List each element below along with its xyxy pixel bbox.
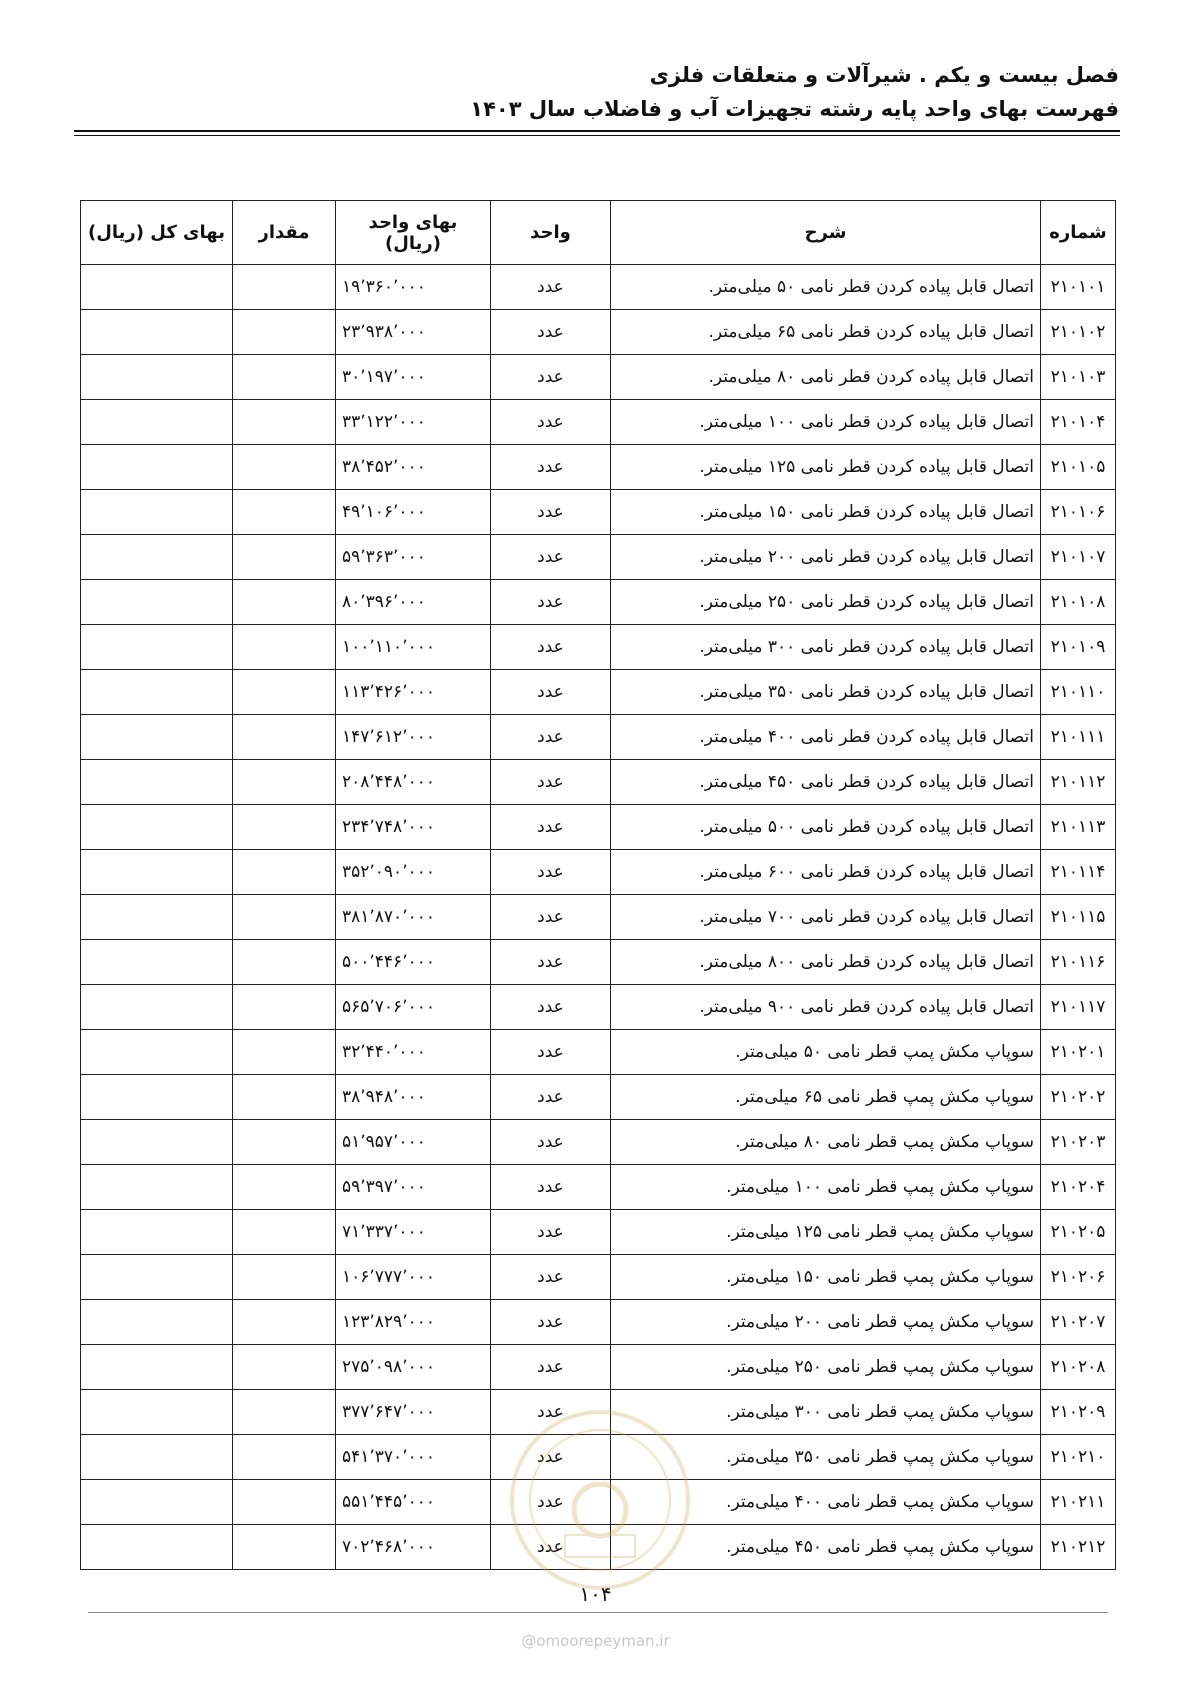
table-row bbox=[81, 895, 1116, 940]
item-unit-price: ۳۲٬۴۴۰٬۰۰۰ bbox=[336, 1030, 491, 1075]
item-quantity bbox=[233, 1390, 336, 1435]
item-unit-price: ۵۶۵٬۷۰۶٬۰۰۰ bbox=[336, 985, 491, 1030]
item-unit-price: ۱۱۳٬۴۲۶٬۰۰۰ bbox=[336, 670, 491, 715]
item-unit-price: ۱۲۳٬۸۲۹٬۰۰۰ bbox=[336, 1300, 491, 1345]
item-description: سوپاپ مکش پمپ قطر نامی ۲۵۰ میلی‌متر. bbox=[611, 1345, 1041, 1390]
item-unit-price: ۳۸۱٬۸۷۰٬۰۰۰ bbox=[336, 895, 491, 940]
item-quantity bbox=[233, 1255, 336, 1300]
item-quantity bbox=[233, 1165, 336, 1210]
item-description: اتصال قابل پیاده کردن قطر نامی ۶۵ میلی‌متر. bbox=[611, 310, 1041, 355]
price-list-table bbox=[80, 200, 1116, 1570]
item-total-price bbox=[81, 1210, 233, 1255]
item-total-price bbox=[81, 1525, 233, 1570]
item-description: سوپاپ مکش پمپ قطر نامی ۳۵۰ میلی‌متر. bbox=[611, 1435, 1041, 1480]
item-quantity bbox=[233, 580, 336, 625]
item-quantity bbox=[233, 310, 336, 355]
item-description: سوپاپ مکش پمپ قطر نامی ۴۰۰ میلی‌متر. bbox=[611, 1480, 1041, 1525]
item-code: ۲۱۰۲۰۸ bbox=[1041, 1345, 1116, 1390]
item-total-price bbox=[81, 1030, 233, 1075]
item-code: ۲۱۰۱۰۳ bbox=[1041, 355, 1116, 400]
item-quantity bbox=[233, 895, 336, 940]
item-total-price bbox=[81, 1075, 233, 1120]
item-quantity bbox=[233, 805, 336, 850]
item-total-price bbox=[81, 715, 233, 760]
header-rule-thin bbox=[74, 135, 1120, 136]
item-code: ۲۱۰۱۰۶ bbox=[1041, 490, 1116, 535]
item-total-price bbox=[81, 1390, 233, 1435]
item-unit-price: ۸۰٬۳۹۶٬۰۰۰ bbox=[336, 580, 491, 625]
table-row bbox=[81, 1435, 1116, 1480]
table-row bbox=[81, 1165, 1116, 1210]
column-header-code: شماره bbox=[1041, 201, 1116, 265]
column-header-quantity: مقدار bbox=[233, 201, 336, 265]
table-row bbox=[81, 670, 1116, 715]
item-unit: عدد bbox=[491, 1345, 611, 1390]
item-unit: عدد bbox=[491, 1210, 611, 1255]
item-unit-price: ۳۸٬۹۴۸٬۰۰۰ bbox=[336, 1075, 491, 1120]
table-row bbox=[81, 1345, 1116, 1390]
page-header bbox=[470, 58, 1119, 126]
item-code: ۲۱۰۲۰۱ bbox=[1041, 1030, 1116, 1075]
item-total-price bbox=[81, 625, 233, 670]
table-body bbox=[81, 265, 1116, 1570]
item-unit: عدد bbox=[491, 1030, 611, 1075]
item-total-price bbox=[81, 1165, 233, 1210]
item-unit: عدد bbox=[491, 310, 611, 355]
table-row bbox=[81, 1390, 1116, 1435]
item-total-price bbox=[81, 1345, 233, 1390]
column-header-description: شرح bbox=[611, 201, 1041, 265]
item-unit-price: ۲۳۴٬۷۴۸٬۰۰۰ bbox=[336, 805, 491, 850]
table-row bbox=[81, 1030, 1116, 1075]
column-header-unit-price: بهای واحد (ریال) bbox=[336, 201, 491, 265]
item-total-price bbox=[81, 850, 233, 895]
item-unit: عدد bbox=[491, 805, 611, 850]
item-unit-price: ۵۱٬۹۵۷٬۰۰۰ bbox=[336, 1120, 491, 1165]
item-unit-price: ۱۹٬۳۶۰٬۰۰۰ bbox=[336, 265, 491, 310]
item-description: اتصال قابل پیاده کردن قطر نامی ۴۵۰ میلی‌متر. bbox=[611, 760, 1041, 805]
item-unit: عدد bbox=[491, 760, 611, 805]
item-code: ۲۱۰۱۰۱ bbox=[1041, 265, 1116, 310]
table-row bbox=[81, 1480, 1116, 1525]
item-description: سوپاپ مکش پمپ قطر نامی ۱۵۰ میلی‌متر. bbox=[611, 1255, 1041, 1300]
item-code: ۲۱۰۱۰۷ bbox=[1041, 535, 1116, 580]
item-unit-price: ۳۵۲٬۰۹۰٬۰۰۰ bbox=[336, 850, 491, 895]
item-code: ۲۱۰۲۱۰ bbox=[1041, 1435, 1116, 1480]
table-row bbox=[81, 1120, 1116, 1165]
item-unit-price: ۳۳٬۱۲۲٬۰۰۰ bbox=[336, 400, 491, 445]
item-quantity bbox=[233, 985, 336, 1030]
list-title: فهرست بهای واحد پایه رشته تجهیزات آب و فاضلاب سال ۱۴۰۳ bbox=[470, 97, 1119, 121]
item-code: ۲۱۰۲۰۴ bbox=[1041, 1165, 1116, 1210]
item-unit: عدد bbox=[491, 850, 611, 895]
item-quantity bbox=[233, 1120, 336, 1165]
table-row bbox=[81, 760, 1116, 805]
item-quantity bbox=[233, 1075, 336, 1120]
item-quantity bbox=[233, 445, 336, 490]
item-code: ۲۱۰۲۰۹ bbox=[1041, 1390, 1116, 1435]
item-code: ۲۱۰۲۱۱ bbox=[1041, 1480, 1116, 1525]
item-total-price bbox=[81, 445, 233, 490]
item-quantity bbox=[233, 265, 336, 310]
item-quantity bbox=[233, 715, 336, 760]
table-row bbox=[81, 1525, 1116, 1570]
item-unit: عدد bbox=[491, 1120, 611, 1165]
item-unit-price: ۷۱٬۳۳۷٬۰۰۰ bbox=[336, 1210, 491, 1255]
item-unit: عدد bbox=[491, 1390, 611, 1435]
item-quantity bbox=[233, 1345, 336, 1390]
item-description: اتصال قابل پیاده کردن قطر نامی ۴۰۰ میلی‌متر. bbox=[611, 715, 1041, 760]
table-row bbox=[81, 625, 1116, 670]
table-row bbox=[81, 1075, 1116, 1120]
item-total-price bbox=[81, 940, 233, 985]
item-description: اتصال قابل پیاده کردن قطر نامی ۵۰ میلی‌متر. bbox=[611, 265, 1041, 310]
item-quantity bbox=[233, 850, 336, 895]
item-quantity bbox=[233, 1525, 336, 1570]
item-quantity bbox=[233, 760, 336, 805]
table-row bbox=[81, 355, 1116, 400]
item-description: سوپاپ مکش پمپ قطر نامی ۸۰ میلی‌متر. bbox=[611, 1120, 1041, 1165]
item-unit: عدد bbox=[491, 940, 611, 985]
item-unit: عدد bbox=[491, 580, 611, 625]
column-header-unit: واحد bbox=[491, 201, 611, 265]
item-unit: عدد bbox=[491, 1435, 611, 1480]
item-unit-price: ۳۸٬۴۵۲٬۰۰۰ bbox=[336, 445, 491, 490]
item-description: اتصال قابل پیاده کردن قطر نامی ۵۰۰ میلی‌متر. bbox=[611, 805, 1041, 850]
item-unit: عدد bbox=[491, 535, 611, 580]
item-unit: عدد bbox=[491, 1480, 611, 1525]
item-code: ۲۱۰۲۱۲ bbox=[1041, 1525, 1116, 1570]
item-unit-price: ۱۰۶٬۷۷۷٬۰۰۰ bbox=[336, 1255, 491, 1300]
item-description: اتصال قابل پیاده کردن قطر نامی ۶۰۰ میلی‌متر. bbox=[611, 850, 1041, 895]
item-unit: عدد bbox=[491, 1165, 611, 1210]
item-total-price bbox=[81, 1435, 233, 1480]
item-unit-price: ۷۰۲٬۴۶۸٬۰۰۰ bbox=[336, 1525, 491, 1570]
item-unit: عدد bbox=[491, 400, 611, 445]
item-unit: عدد bbox=[491, 355, 611, 400]
table-row bbox=[81, 265, 1116, 310]
item-description: اتصال قابل پیاده کردن قطر نامی ۱۲۵ میلی‌متر. bbox=[611, 445, 1041, 490]
item-quantity bbox=[233, 535, 336, 580]
item-total-price bbox=[81, 1120, 233, 1165]
item-total-price bbox=[81, 400, 233, 445]
item-code: ۲۱۰۱۱۳ bbox=[1041, 805, 1116, 850]
item-unit-price: ۱۴۷٬۶۱۲٬۰۰۰ bbox=[336, 715, 491, 760]
item-description: اتصال قابل پیاده کردن قطر نامی ۲۵۰ میلی‌متر. bbox=[611, 580, 1041, 625]
item-unit: عدد bbox=[491, 670, 611, 715]
item-unit: عدد bbox=[491, 625, 611, 670]
item-quantity bbox=[233, 1300, 336, 1345]
item-description: سوپاپ مکش پمپ قطر نامی ۶۵ میلی‌متر. bbox=[611, 1075, 1041, 1120]
item-unit: عدد bbox=[491, 1525, 611, 1570]
item-total-price bbox=[81, 1480, 233, 1525]
item-total-price bbox=[81, 985, 233, 1030]
item-code: ۲۱۰۱۱۵ bbox=[1041, 895, 1116, 940]
item-quantity bbox=[233, 355, 336, 400]
item-code: ۲۱۰۱۰۲ bbox=[1041, 310, 1116, 355]
item-code: ۲۱۰۲۰۵ bbox=[1041, 1210, 1116, 1255]
item-description: اتصال قابل پیاده کردن قطر نامی ۲۰۰ میلی‌متر. bbox=[611, 535, 1041, 580]
item-code: ۲۱۰۱۱۰ bbox=[1041, 670, 1116, 715]
item-total-price bbox=[81, 355, 233, 400]
item-unit-price: ۵۵۱٬۴۴۵٬۰۰۰ bbox=[336, 1480, 491, 1525]
item-quantity bbox=[233, 400, 336, 445]
item-total-price bbox=[81, 580, 233, 625]
item-unit-price: ۱۰۰٬۱۱۰٬۰۰۰ bbox=[336, 625, 491, 670]
item-description: اتصال قابل پیاده کردن قطر نامی ۱۰۰ میلی‌متر. bbox=[611, 400, 1041, 445]
table-row bbox=[81, 580, 1116, 625]
item-unit-price: ۵۰۰٬۴۴۶٬۰۰۰ bbox=[336, 940, 491, 985]
item-unit: عدد bbox=[491, 490, 611, 535]
table-row bbox=[81, 1210, 1116, 1255]
item-description: سوپاپ مکش پمپ قطر نامی ۲۰۰ میلی‌متر. bbox=[611, 1300, 1041, 1345]
item-code: ۲۱۰۲۰۷ bbox=[1041, 1300, 1116, 1345]
item-unit: عدد bbox=[491, 985, 611, 1030]
item-unit: عدد bbox=[491, 265, 611, 310]
item-code: ۲۱۰۱۱۶ bbox=[1041, 940, 1116, 985]
item-description: سوپاپ مکش پمپ قطر نامی ۱۲۵ میلی‌متر. bbox=[611, 1210, 1041, 1255]
item-unit: عدد bbox=[491, 1300, 611, 1345]
item-code: ۲۱۰۲۰۲ bbox=[1041, 1075, 1116, 1120]
item-unit-price: ۳۷۷٬۶۴۷٬۰۰۰ bbox=[336, 1390, 491, 1435]
table-row bbox=[81, 715, 1116, 760]
item-description: اتصال قابل پیاده کردن قطر نامی ۸۰ میلی‌متر. bbox=[611, 355, 1041, 400]
item-total-price bbox=[81, 490, 233, 535]
column-header-total-price: بهای کل (ریال) bbox=[81, 201, 233, 265]
item-unit: عدد bbox=[491, 895, 611, 940]
item-description: اتصال قابل پیاده کردن قطر نامی ۱۵۰ میلی‌متر. bbox=[611, 490, 1041, 535]
item-unit: عدد bbox=[491, 445, 611, 490]
table-row bbox=[81, 1255, 1116, 1300]
item-quantity bbox=[233, 940, 336, 985]
item-total-price bbox=[81, 265, 233, 310]
item-unit-price: ۲۳٬۹۳۸٬۰۰۰ bbox=[336, 310, 491, 355]
item-description: سوپاپ مکش پمپ قطر نامی ۱۰۰ میلی‌متر. bbox=[611, 1165, 1041, 1210]
table-row bbox=[81, 940, 1116, 985]
page-number: ۱۰۴ bbox=[579, 1582, 612, 1606]
item-total-price bbox=[81, 310, 233, 355]
item-unit-price: ۵۴۱٬۳۷۰٬۰۰۰ bbox=[336, 1435, 491, 1480]
item-code: ۲۱۰۱۰۵ bbox=[1041, 445, 1116, 490]
item-description: اتصال قابل پیاده کردن قطر نامی ۹۰۰ میلی‌متر. bbox=[611, 985, 1041, 1030]
item-unit: عدد bbox=[491, 1255, 611, 1300]
item-description: اتصال قابل پیاده کردن قطر نامی ۷۰۰ میلی‌متر. bbox=[611, 895, 1041, 940]
item-unit: عدد bbox=[491, 715, 611, 760]
item-code: ۲۱۰۱۰۴ bbox=[1041, 400, 1116, 445]
table-row bbox=[81, 1300, 1116, 1345]
item-total-price bbox=[81, 895, 233, 940]
table-row bbox=[81, 850, 1116, 895]
item-quantity bbox=[233, 1210, 336, 1255]
item-total-price bbox=[81, 535, 233, 580]
item-total-price bbox=[81, 805, 233, 850]
table-row bbox=[81, 490, 1116, 535]
item-unit-price: ۵۹٬۳۶۳٬۰۰۰ bbox=[336, 535, 491, 580]
item-code: ۲۱۰۲۰۳ bbox=[1041, 1120, 1116, 1165]
header-rule bbox=[74, 130, 1120, 132]
item-quantity bbox=[233, 1030, 336, 1075]
item-description: اتصال قابل پیاده کردن قطر نامی ۳۵۰ میلی‌متر. bbox=[611, 670, 1041, 715]
item-code: ۲۱۰۱۱۴ bbox=[1041, 850, 1116, 895]
item-unit: عدد bbox=[491, 1075, 611, 1120]
item-quantity bbox=[233, 1435, 336, 1480]
table-row bbox=[81, 805, 1116, 850]
item-code: ۲۱۰۲۰۶ bbox=[1041, 1255, 1116, 1300]
table-row bbox=[81, 535, 1116, 580]
table-header-row bbox=[81, 201, 1116, 265]
item-total-price bbox=[81, 1255, 233, 1300]
table-row bbox=[81, 400, 1116, 445]
table-row bbox=[81, 445, 1116, 490]
item-unit-price: ۴۹٬۱۰۶٬۰۰۰ bbox=[336, 490, 491, 535]
item-description: اتصال قابل پیاده کردن قطر نامی ۸۰۰ میلی‌متر. bbox=[611, 940, 1041, 985]
chapter-title: فصل بیست و یکم . شیرآلات و متعلقات فلزی bbox=[649, 63, 1119, 87]
item-code: ۲۱۰۱۰۸ bbox=[1041, 580, 1116, 625]
item-unit-price: ۳۰٬۱۹۷٬۰۰۰ bbox=[336, 355, 491, 400]
item-quantity bbox=[233, 490, 336, 535]
table-row bbox=[81, 985, 1116, 1030]
item-quantity bbox=[233, 625, 336, 670]
item-description: سوپاپ مکش پمپ قطر نامی ۵۰ میلی‌متر. bbox=[611, 1030, 1041, 1075]
item-unit-price: ۵۹٬۳۹۷٬۰۰۰ bbox=[336, 1165, 491, 1210]
item-code: ۲۱۰۱۱۱ bbox=[1041, 715, 1116, 760]
item-total-price bbox=[81, 670, 233, 715]
item-description: سوپاپ مکش پمپ قطر نامی ۳۰۰ میلی‌متر. bbox=[611, 1390, 1041, 1435]
item-code: ۲۱۰۱۰۹ bbox=[1041, 625, 1116, 670]
item-quantity bbox=[233, 1480, 336, 1525]
item-description: اتصال قابل پیاده کردن قطر نامی ۳۰۰ میلی‌متر. bbox=[611, 625, 1041, 670]
footer-rule bbox=[88, 1612, 1108, 1613]
item-quantity bbox=[233, 670, 336, 715]
item-total-price bbox=[81, 760, 233, 805]
item-unit-price: ۲۷۵٬۰۹۸٬۰۰۰ bbox=[336, 1345, 491, 1390]
item-code: ۲۱۰۱۱۲ bbox=[1041, 760, 1116, 805]
site-watermark: @omoorepeyman.ir bbox=[521, 1632, 670, 1650]
table-row bbox=[81, 310, 1116, 355]
item-description: سوپاپ مکش پمپ قطر نامی ۴۵۰ میلی‌متر. bbox=[611, 1525, 1041, 1570]
item-code: ۲۱۰۱۱۷ bbox=[1041, 985, 1116, 1030]
item-unit-price: ۲۰۸٬۴۴۸٬۰۰۰ bbox=[336, 760, 491, 805]
item-total-price bbox=[81, 1300, 233, 1345]
